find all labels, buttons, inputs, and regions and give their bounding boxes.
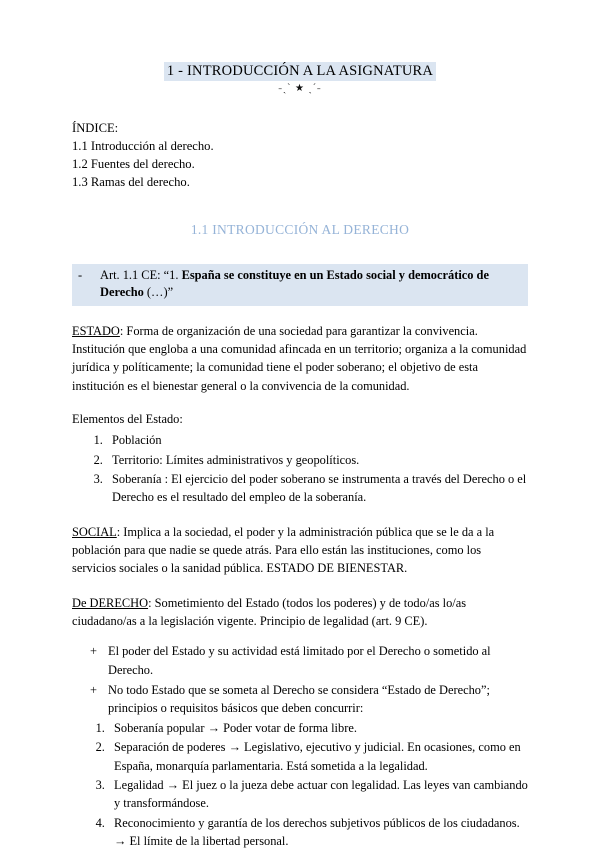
social-body: : Implica a la sociedad, el poder y la administración pública que se le da a la población para que nadie se quede atrás. Para ello están las instituciones, como los servicios sociales o la sanidad pública. ESTADO DE BIENESTAR. bbox=[72, 524, 495, 576]
plus-bullet: + bbox=[90, 683, 97, 698]
article-bullet: - bbox=[78, 267, 83, 282]
article-prefix: Art. 1.1 CE: “1. bbox=[100, 267, 179, 282]
list-item: 2. Separación de poderes → Legislativo, ejecutivo y judicial. En ocasiones, como en España, monarquía parlamentaria. Está sometida a la legalidad. bbox=[108, 738, 528, 775]
plus-item-text: No todo Estado que se someta al Derecho se considera “Estado de Derecho”; principios o requisitos básicos que deben concurrir: bbox=[108, 683, 490, 716]
list-item: 3. Legalidad → El juez o la jueza debe actuar con legalidad. Las leyes van cambiando y transformándose. bbox=[108, 776, 528, 813]
list-item: 3. Soberanía : El ejercicio del poder soberano se instrumenta a través del Derecho o el Derecho es el resultado del empleo de la soberanía. bbox=[106, 470, 528, 507]
article-highlight-block bbox=[72, 264, 528, 306]
social-term: SOCIAL bbox=[72, 524, 117, 539]
section-heading: 1.1 INTRODUCCIÓN AL DERECHO bbox=[190, 221, 410, 237]
list-item: 4. Reconocimiento y garantía de los derechos subjetivos públicos de los ciudadanos. → El límite de la libertad personal. bbox=[108, 814, 528, 850]
estado-paragraph bbox=[72, 322, 528, 395]
article-bold: España se constituye en un Estado social y democrático de Derecho bbox=[100, 267, 489, 300]
list-item: 1. Soberanía popular → Poder votar de forma libre. bbox=[108, 719, 528, 737]
plus-bullet: + bbox=[90, 644, 97, 659]
list-item bbox=[72, 642, 528, 679]
plus-list bbox=[72, 642, 528, 717]
elementos-list bbox=[72, 431, 528, 506]
index-item-2: 1.2 Fuentes del derecho. bbox=[72, 156, 195, 171]
index-item-3: 1.3 Ramas del derecho. bbox=[72, 174, 190, 189]
list-item: 2. Territorio: Límites administrativos y geopolíticos. bbox=[106, 451, 528, 469]
plus-item-text: El poder del Estado y su actividad está limitado por el Derecho o sometido al Derecho. bbox=[108, 644, 491, 677]
index-label: ÍNDICE: bbox=[72, 121, 119, 135]
derecho-term: De DERECHO bbox=[72, 595, 149, 610]
derecho-body: : Sometimiento del Estado (todos los poderes) y de todo/as lo/as ciudadano/as a la legislación vigente. Principio de legalidad (art. 9 CE). bbox=[72, 595, 467, 629]
list-item: 1. Población bbox=[106, 431, 528, 449]
social-paragraph bbox=[72, 523, 528, 578]
index-item-1: 1.1 Introducción al derecho. bbox=[72, 138, 214, 153]
derecho-paragraph bbox=[72, 594, 528, 631]
index-block bbox=[72, 120, 528, 192]
elementos-label: Elementos del Estado: bbox=[72, 412, 183, 427]
article-text bbox=[100, 267, 522, 302]
list-item bbox=[72, 681, 528, 718]
requisitos-list bbox=[72, 719, 528, 850]
estado-body: : Forma de organización de una sociedad para garantizar la convivencia. Institución que engloba a una comunidad afincada en un territorio; organiza a la comunidad jurídica y políticamente; la comunidad tiene el poder soberano; el objetivo de esta institución es el bienestar general o la convivencia de la comunidad. bbox=[72, 323, 527, 393]
page-title: 1 - INTRODUCCIÓN A LA ASIGNATURA bbox=[164, 62, 436, 81]
article-suffix: (…)” bbox=[146, 285, 174, 300]
title-block bbox=[72, 62, 528, 94]
estado-term: ESTADO bbox=[72, 323, 120, 338]
title-decoration: ˗ˏˋ ★ ˎˊ˗ bbox=[278, 83, 322, 94]
